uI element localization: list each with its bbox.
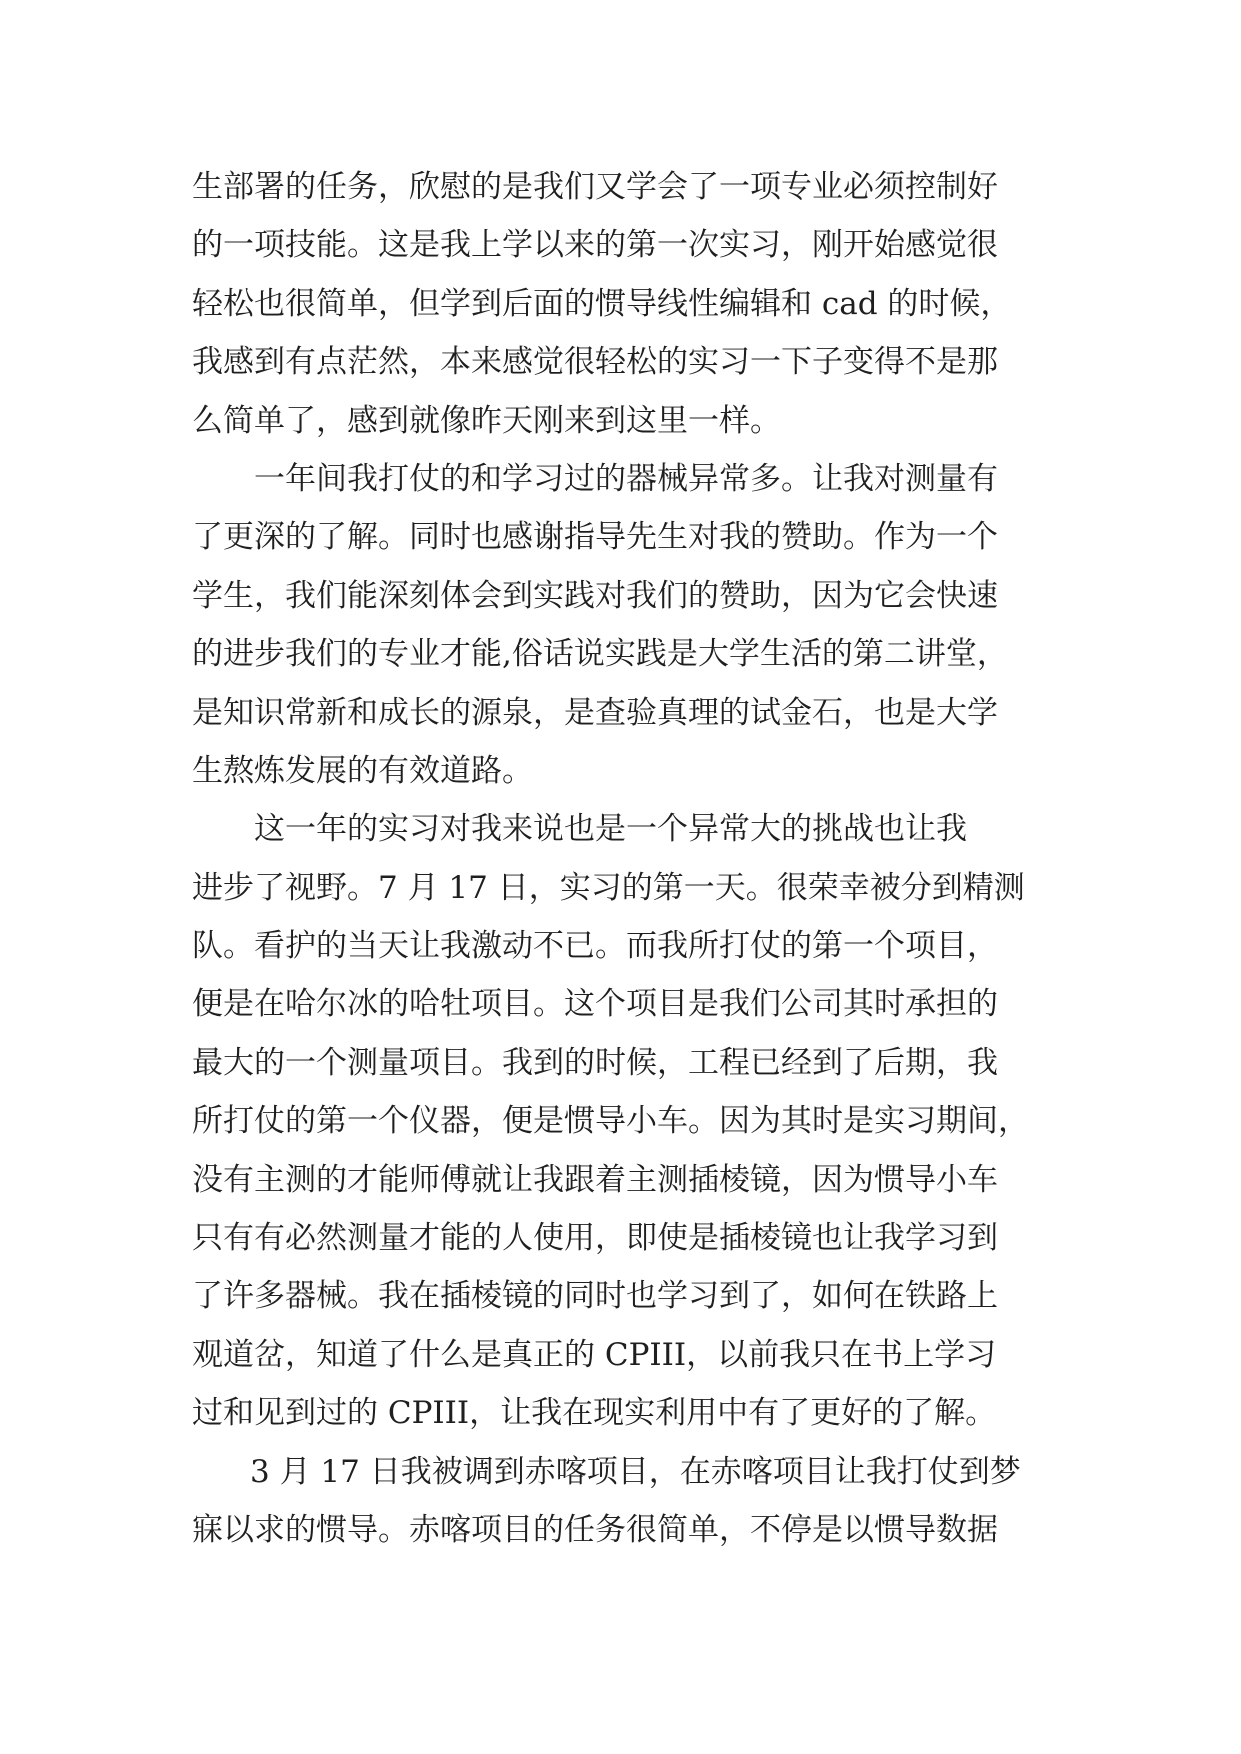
text-line: 便是在哈尔冰的哈牡项目。这个项目是我们公司其时承担的 — [192, 986, 998, 1023]
paragraph — [192, 1443, 1054, 1560]
text-line: 的进步我们的专业才能,俗话说实践是大学生活的第二讲堂， — [192, 636, 1008, 673]
text-line: 过和见到过的 CPIII，让我在现实利用中有了更好的了解。 — [192, 1395, 997, 1432]
text-line: 是知识常新和成长的源泉，是查验真理的试金石，也是大学 — [192, 694, 998, 731]
text-line: 生部署的任务，欣慰的是我们又学会了一项专业必须控制好 — [192, 169, 998, 205]
text-line: 的一项技能。这是我上学以来的第一次实习，刚开始感觉很 — [192, 227, 998, 264]
paragraph — [192, 450, 1054, 800]
text-line: 3 月 17 日我被调到赤喀项目，在赤喀项目让我打仗到梦 — [250, 1453, 1021, 1490]
text-line: 么简单了，感到就像昨天刚来到这里一样。 — [192, 402, 781, 439]
paragraph — [192, 158, 1054, 450]
text-line: 最大的一个测量项目。我到的时候，工程已经到了后期，我 — [192, 1044, 998, 1081]
text-line: 只有有必然测量才能的人使用，即使是插棱镜也让我学习到 — [192, 1220, 998, 1257]
text-line: 生熬炼发展的有效道路。 — [192, 752, 533, 789]
text-line: 学生，我们能深刻体会到实践对我们的赞助，因为它会快速 — [192, 577, 998, 614]
text-line: 观道岔，知道了什么是真正的 CPIII，以前我只在书上学习 — [192, 1336, 997, 1373]
text-line: 这一年的实习对我来说也是一个异常大的挑战也让我 — [254, 811, 967, 848]
text-line: 没有主测的才能师傅就让我跟着主测插棱镜，因为惯导小车 — [192, 1161, 998, 1198]
text-line: 所打仗的第一个仪器，便是惯导小车。因为其时是实习期间， — [192, 1103, 1029, 1140]
text-line: 队。看护的当天让我激动不已。而我所打仗的第一个项目， — [192, 928, 998, 965]
text-line: 我感到有点茫然，本来感觉很轻松的实习一下子变得不是那 — [192, 344, 998, 381]
text-line: 进步了视野。7 月 17 日，实习的第一天。很荣幸被分到精测 — [192, 869, 1025, 906]
text-line: 了许多器械。我在插棱镜的同时也学习到了，如何在铁路上 — [192, 1278, 998, 1315]
text-line: 寐以求的惯导。赤喀项目的任务很简单，不停是以惯导数据 — [192, 1511, 998, 1548]
text-line: 了更深的了解。同时也感谢指导先生对我的赞助。作为一个 — [192, 519, 998, 556]
text-line: 轻松也很简单，但学到后面的惯导线性编辑和 cad 的时候， — [192, 285, 1012, 322]
text-line: 一年间我打仗的和学习过的器械异常多。让我对测量有 — [254, 460, 998, 497]
paragraph — [192, 800, 1054, 1442]
document-body — [192, 158, 1054, 1559]
